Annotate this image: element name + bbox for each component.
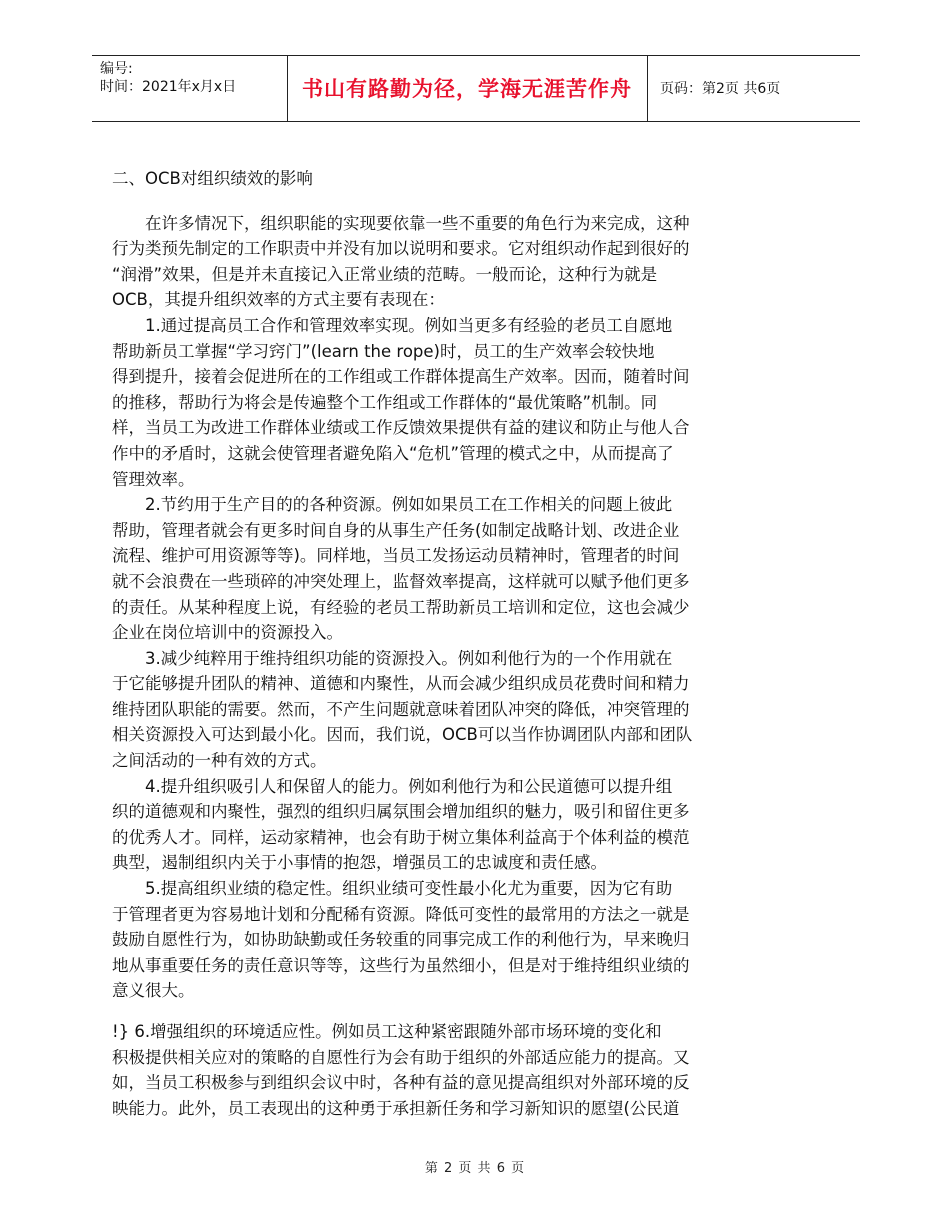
header-page-info: 页码：第2页 共6页 [660,81,781,97]
text-line: 相关资源投入可达到最小化。因而，我们说，OCB可以当作协调团队内部和团队 [112,725,693,745]
text-line: 于管理者更为容易地计划和分配稀有资源。降低可变性的最常用的方法之一就是 [112,904,690,924]
text-line: 的责任。从某种程度上说，有经验的老员工帮助新员工培训和定位，这也会减少 [112,597,690,617]
text-line: 典型，遏制组织内关于小事情的抱怨，增强员工的忠诚度和责任感。 [112,853,607,873]
text-line: OCB，其提升组织效率的方式主要有表现在： [112,290,445,310]
text-line: “润滑”效果，但是并未直接记入正常业绩的范畴。一般而论，这种行为就是 [112,264,658,284]
text-line: 流程、维护可用资源等等)。同样地，当员工发扬运动员精神时，管理者的时间 [112,546,680,566]
page-footer: 第 2 页 共 6 页 [424,1161,526,1176]
text-line: 4.提升组织吸引人和保留人的能力。例如利他行为和公民道德可以提升组 [112,776,673,796]
text-line: 在许多情况下，组织职能的实现要依靠一些不重要的角色行为来完成，这种 [112,213,690,233]
header-bottom-rule [92,121,860,122]
paragraph-gap [112,1004,767,1019]
header-meta [100,60,236,96]
text-line: 意义很大。 [112,981,195,1001]
text-line: 样，当员工为改进工作群体业绩或工作反馈效果提供有益的建议和防止与他人合 [112,418,690,438]
header-motto: 书山有路勤为径，学海无涯苦作舟 [302,77,632,101]
doc-number-label: 编号: [100,61,133,77]
intro-paragraph [112,211,767,313]
text-line: 企业在岗位培训中的资源投入。 [112,623,343,643]
header-divider-right [647,55,648,121]
text-line: 就不会浪费在一些琐碎的冲突处理上，监督效率提高，这样就可以赋予他们更多 [112,571,690,591]
text-line: 地从事重要任务的责任意识等等，这些行为虽然细小，但是对于维持组织业绩的 [112,955,690,975]
text-line: 映能力。此外，员工表现出的这种勇于承担新任务和学习新知识的愿望(公民道 [112,1098,680,1118]
document-body [112,166,767,1121]
text-line: 行为类预先制定的工作职责中并没有加以说明和要求。它对组织动作起到很好的 [112,239,690,259]
text-line: 维持团队职能的需要。然而，不产生问题就意味着团队冲突的降低，冲突管理的 [112,699,690,719]
text-line: 2.节约用于生产目的的各种资源。例如如果员工在工作相关的问题上彼此 [112,495,673,515]
text-line: 的优秀人才。同样，运动家精神，也会有助于树立集体利益高于个体利益的模范 [112,827,690,847]
text-line: 帮助新员工掌握“学习窍门”(learn the rope)时，员工的生产效率会较快地 [112,341,655,361]
text-line: 鼓励自愿性行为，如协助缺勤或任务较重的同事完成工作的利他行为，早来晚归 [112,930,690,950]
item-6-paragraph [112,1019,767,1121]
text-line: 织的道德观和内聚性，强烈的组织归属氛围会增加组织的魅力，吸引和留住更多 [112,802,690,822]
text-line: 积极提供相关应对的策略的自愿性行为会有助于组织的外部适应能力的提高。又 [112,1047,690,1067]
text-line: 如，当员工积极参与到组织会议中时，各种有益的意见提高组织对外部环境的反 [112,1073,690,1093]
text-line: !} 6.增强组织的环境适应性。例如员工这种紧密跟随外部市场环境的变化和 [112,1022,662,1041]
text-line: 管理效率。 [112,469,195,489]
text-line: 3.减少纯粹用于维持组织功能的资源投入。例如利他行为的一个作用就在 [112,648,673,668]
text-line: 得到提升，接着会促进所在的工作组或工作群体提高生产效率。因而，随着时间 [112,367,690,387]
text-line: 5.提高组织业绩的稳定性。组织业绩可变性最小化尤为重要，因为它有助 [112,879,673,899]
text-line: 帮助，管理者就会有更多时间自身的从事生产任务(如制定战略计划、改进企业 [112,520,680,540]
doc-time-label: 时间：2021年x月x日 [100,79,237,95]
text-line: 于它能够提升团队的精神、道德和内聚性，从而会减少组织成员花费时间和精力 [112,674,690,694]
text-line: 的推移，帮助行为将会是传遍整个工作组或工作群体的“最优策略”机制。同 [112,392,658,412]
numbered-items [112,313,767,1004]
section-title: 二、OCB对组织绩效的影响 [112,169,313,188]
text-line: 作中的矛盾时，这就会使管理者避免陷入“危机”管理的模式之中，从而提高了 [112,443,674,463]
text-line: 之间活动的一种有效的方式。 [112,751,327,771]
text-line: 1.通过提高员工合作和管理效率实现。例如当更多有经验的老员工自愿地 [112,315,673,335]
